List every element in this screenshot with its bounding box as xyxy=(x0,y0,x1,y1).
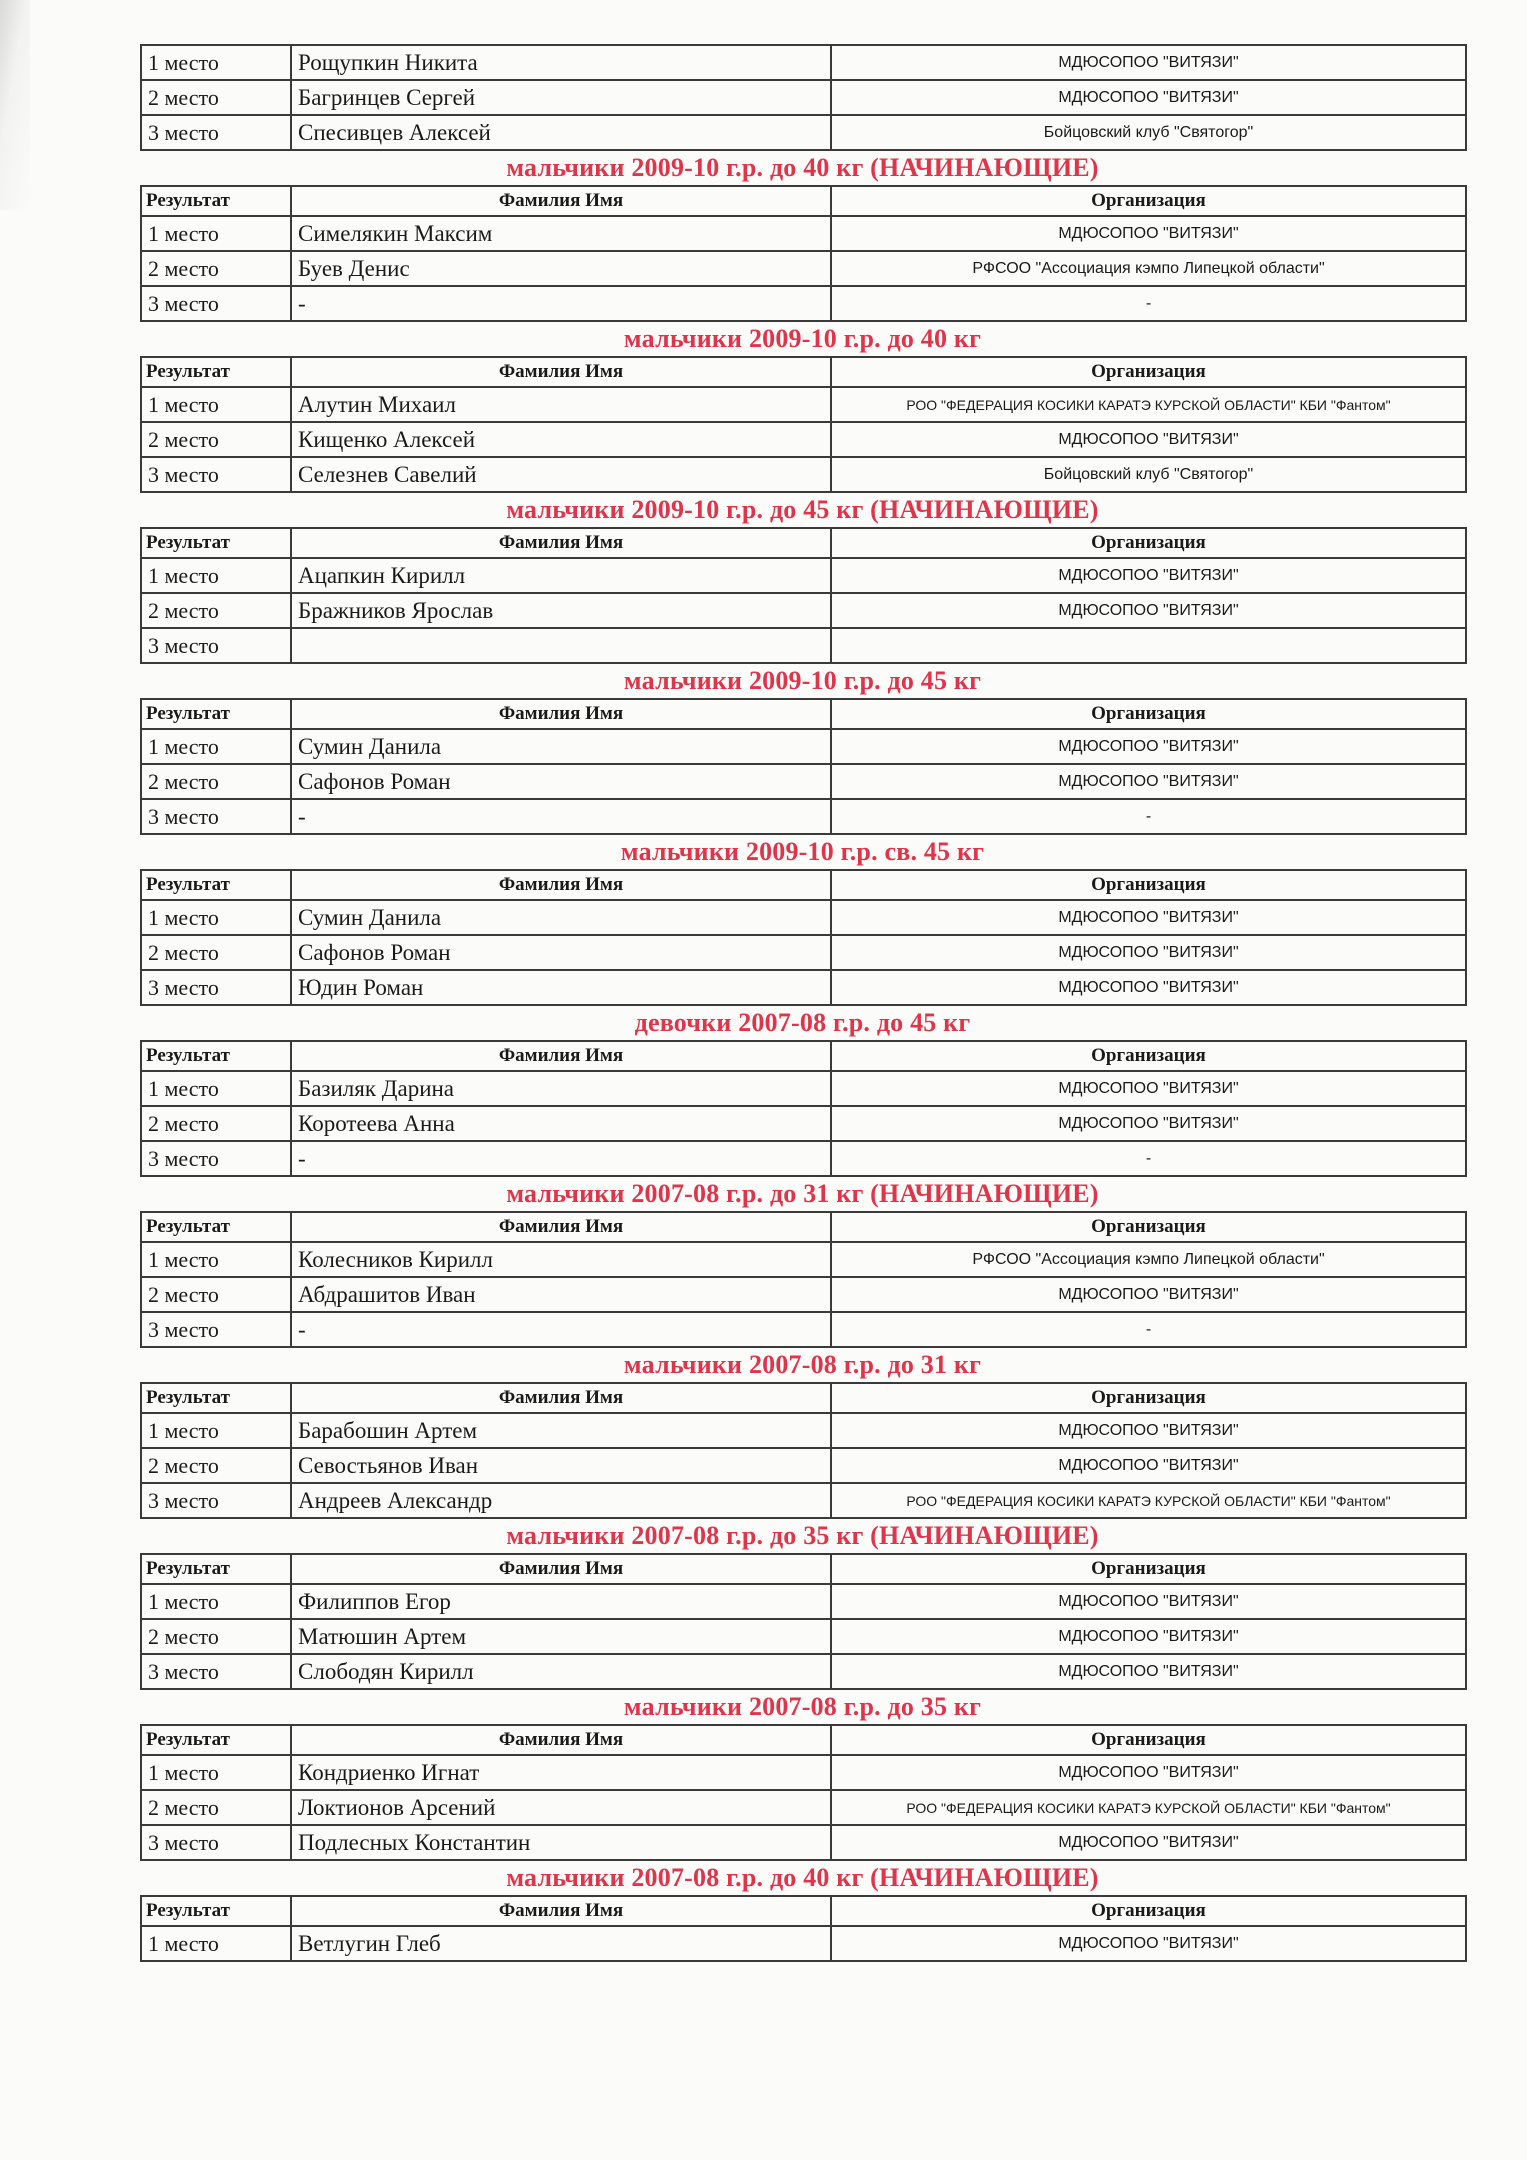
place-cell: 1 место xyxy=(141,1413,291,1448)
category-title: мальчики 2009-10 г.р. до 45 кг xyxy=(623,666,982,695)
results-table xyxy=(140,1382,1467,1519)
column-header-name: Фамилия Имя xyxy=(291,699,831,729)
column-header-result: Результат xyxy=(141,1041,291,1071)
column-header-organization: Организация xyxy=(831,528,1466,558)
place-cell: 2 место xyxy=(141,1448,291,1483)
category-title: мальчики 2007-08 г.р. до 40 кг (НАЧИНАЮЩИЕ) xyxy=(506,1863,1099,1892)
athlete-name-cell: Филиппов Егор xyxy=(291,1584,831,1619)
athlete-name-cell: - xyxy=(291,1141,831,1176)
table-row xyxy=(141,1277,1466,1312)
place-cell: 1 место xyxy=(141,1071,291,1106)
column-header-result: Результат xyxy=(141,1725,291,1755)
results-table xyxy=(140,527,1467,664)
organization-cell: МДЮСОПОО "ВИТЯЗИ" xyxy=(831,593,1466,628)
category-title: мальчики 2007-08 г.р. до 31 кг xyxy=(623,1350,982,1379)
table-row xyxy=(141,1926,1466,1961)
place-cell: 2 место xyxy=(141,1106,291,1141)
athlete-name-cell: - xyxy=(291,799,831,834)
table-row xyxy=(141,1619,1466,1654)
place-cell: 1 место xyxy=(141,1926,291,1961)
column-header-name: Фамилия Имя xyxy=(291,528,831,558)
table-row xyxy=(141,1141,1466,1176)
athlete-name-cell: Подлесных Константин xyxy=(291,1825,831,1860)
place-cell: 3 место xyxy=(141,1483,291,1518)
organization-cell: РОО "ФЕДЕРАЦИЯ КОСИКИ КАРАТЭ КУРСКОЙ ОБЛАСТИ" КБИ "Фантом" xyxy=(831,1483,1466,1518)
place-cell: 1 место xyxy=(141,558,291,593)
place-cell: 2 место xyxy=(141,1619,291,1654)
place-cell: 3 место xyxy=(141,457,291,492)
column-header-result: Результат xyxy=(141,357,291,387)
results-table xyxy=(140,1895,1467,1962)
column-header-result: Результат xyxy=(141,699,291,729)
place-cell: 3 место xyxy=(141,286,291,321)
athlete-name-cell: Кондриенко Игнат xyxy=(291,1755,831,1790)
column-header-result: Результат xyxy=(141,1212,291,1242)
column-header-organization: Организация xyxy=(831,1725,1466,1755)
place-cell: 3 место xyxy=(141,1141,291,1176)
results-document xyxy=(140,44,1465,1962)
athlete-name-cell: - xyxy=(291,1312,831,1347)
organization-cell: РОО "ФЕДЕРАЦИЯ КОСИКИ КАРАТЭ КУРСКОЙ ОБЛАСТИ" КБИ "Фантом" xyxy=(831,1790,1466,1825)
place-cell: 2 место xyxy=(141,80,291,115)
table-row xyxy=(141,80,1466,115)
category-title: мальчики 2009-10 г.р. до 40 кг xyxy=(623,324,982,353)
place-cell: 1 место xyxy=(141,900,291,935)
athlete-name-cell: Коротеева Анна xyxy=(291,1106,831,1141)
place-cell: 3 место xyxy=(141,1312,291,1347)
column-header-organization: Организация xyxy=(831,357,1466,387)
table-row xyxy=(141,1825,1466,1860)
place-cell: 3 место xyxy=(141,1654,291,1689)
organization-cell: МДЮСОПОО "ВИТЯЗИ" xyxy=(831,1619,1466,1654)
place-cell: 3 место xyxy=(141,799,291,834)
table-row xyxy=(141,1448,1466,1483)
table-row xyxy=(141,970,1466,1005)
table-row xyxy=(141,286,1466,321)
organization-cell: - xyxy=(831,286,1466,321)
organization-cell: МДЮСОПОО "ВИТЯЗИ" xyxy=(831,764,1466,799)
organization-cell: МДЮСОПОО "ВИТЯЗИ" xyxy=(831,422,1466,457)
category-title: мальчики 2009-10 г.р. до 40 кг (НАЧИНАЮЩИЕ) xyxy=(506,153,1099,182)
table-header-row xyxy=(141,1383,1466,1413)
place-cell: 1 место xyxy=(141,216,291,251)
organization-cell: МДЮСОПОО "ВИТЯЗИ" xyxy=(831,900,1466,935)
table-header-row xyxy=(141,699,1466,729)
athlete-name-cell: Матюшин Артем xyxy=(291,1619,831,1654)
athlete-name-cell: Сумин Данила xyxy=(291,729,831,764)
organization-cell: МДЮСОПОО "ВИТЯЗИ" xyxy=(831,80,1466,115)
column-header-name: Фамилия Имя xyxy=(291,1041,831,1071)
place-cell: 2 место xyxy=(141,593,291,628)
athlete-name-cell: Бражников Ярослав xyxy=(291,593,831,628)
organization-cell: МДЮСОПОО "ВИТЯЗИ" xyxy=(831,558,1466,593)
category-title: мальчики 2007-08 г.р. до 35 кг xyxy=(623,1692,982,1721)
table-row xyxy=(141,799,1466,834)
table-row xyxy=(141,45,1466,80)
organization-cell: МДЮСОПОО "ВИТЯЗИ" xyxy=(831,1071,1466,1106)
organization-cell: - xyxy=(831,1312,1466,1347)
place-cell: 3 место xyxy=(141,970,291,1005)
athlete-name-cell: Юдин Роман xyxy=(291,970,831,1005)
category-title: мальчики 2009-10 г.р. св. 45 кг xyxy=(620,837,985,866)
column-header-result: Результат xyxy=(141,870,291,900)
column-header-result: Результат xyxy=(141,186,291,216)
table-header-row xyxy=(141,1896,1466,1926)
place-cell: 1 место xyxy=(141,1584,291,1619)
athlete-name-cell: Сафонов Роман xyxy=(291,935,831,970)
column-header-result: Результат xyxy=(141,1383,291,1413)
athlete-name-cell: Сумин Данила xyxy=(291,900,831,935)
table-row xyxy=(141,558,1466,593)
athlete-name-cell: Рощупкин Никита xyxy=(291,45,831,80)
organization-cell: Бойцовский клуб "Святогор" xyxy=(831,115,1466,150)
category-title: девочки 2007-08 г.р. до 45 кг xyxy=(634,1008,971,1037)
table-row xyxy=(141,115,1466,150)
place-cell: 1 место xyxy=(141,387,291,422)
results-table xyxy=(140,1724,1467,1861)
column-header-organization: Организация xyxy=(831,186,1466,216)
organization-cell: МДЮСОПОО "ВИТЯЗИ" xyxy=(831,1413,1466,1448)
results-table xyxy=(140,185,1467,322)
organization-cell: - xyxy=(831,799,1466,834)
organization-cell: МДЮСОПОО "ВИТЯЗИ" xyxy=(831,1654,1466,1689)
place-cell: 2 место xyxy=(141,764,291,799)
column-header-result: Результат xyxy=(141,1554,291,1584)
category-title: мальчики 2009-10 г.р. до 45 кг (НАЧИНАЮЩИЕ) xyxy=(506,495,1099,524)
table-row xyxy=(141,1312,1466,1347)
table-row xyxy=(141,1654,1466,1689)
table-row xyxy=(141,422,1466,457)
table-header-row xyxy=(141,870,1466,900)
athlete-name-cell: Буев Денис xyxy=(291,251,831,286)
table-row xyxy=(141,729,1466,764)
results-table xyxy=(140,1211,1467,1348)
athlete-name-cell: - xyxy=(291,286,831,321)
results-table-continued xyxy=(140,44,1467,151)
organization-cell xyxy=(831,628,1466,663)
table-row xyxy=(141,1483,1466,1518)
table-header-row xyxy=(141,528,1466,558)
organization-cell: МДЮСОПОО "ВИТЯЗИ" xyxy=(831,935,1466,970)
results-sections xyxy=(140,151,1465,1962)
column-header-name: Фамилия Имя xyxy=(291,1383,831,1413)
results-table xyxy=(140,869,1467,1006)
column-header-organization: Организация xyxy=(831,1383,1466,1413)
column-header-organization: Организация xyxy=(831,1212,1466,1242)
athlete-name-cell: Спесивцев Алексей xyxy=(291,115,831,150)
place-cell: 3 место xyxy=(141,628,291,663)
table-header-row xyxy=(141,1725,1466,1755)
athlete-name-cell: Базиляк Дарина xyxy=(291,1071,831,1106)
column-header-organization: Организация xyxy=(831,1041,1466,1071)
column-header-organization: Организация xyxy=(831,699,1466,729)
table-row xyxy=(141,1242,1466,1277)
athlete-name-cell: Селезнев Савелий xyxy=(291,457,831,492)
column-header-name: Фамилия Имя xyxy=(291,1554,831,1584)
column-header-name: Фамилия Имя xyxy=(291,1212,831,1242)
place-cell: 2 место xyxy=(141,422,291,457)
organization-cell: Бойцовский клуб "Святогор" xyxy=(831,457,1466,492)
table-row xyxy=(141,628,1466,663)
column-header-organization: Организация xyxy=(831,1896,1466,1926)
results-table xyxy=(140,1040,1467,1177)
table-row xyxy=(141,457,1466,492)
place-cell: 3 место xyxy=(141,1825,291,1860)
athlete-name-cell: Слободян Кирилл xyxy=(291,1654,831,1689)
athlete-name-cell: Багринцев Сергей xyxy=(291,80,831,115)
column-header-name: Фамилия Имя xyxy=(291,1725,831,1755)
organization-cell: МДЮСОПОО "ВИТЯЗИ" xyxy=(831,216,1466,251)
organization-cell: РФСОО "Ассоциация кэмпо Липецкой области" xyxy=(831,251,1466,286)
table-row xyxy=(141,251,1466,286)
organization-cell: МДЮСОПОО "ВИТЯЗИ" xyxy=(831,1584,1466,1619)
place-cell: 1 место xyxy=(141,729,291,764)
table-header-row xyxy=(141,357,1466,387)
category-title: мальчики 2007-08 г.р. до 35 кг (НАЧИНАЮЩИЕ) xyxy=(506,1521,1099,1550)
table-row xyxy=(141,1790,1466,1825)
column-header-name: Фамилия Имя xyxy=(291,1896,831,1926)
athlete-name-cell: Барабошин Артем xyxy=(291,1413,831,1448)
organization-cell: МДЮСОПОО "ВИТЯЗИ" xyxy=(831,729,1466,764)
organization-cell: РОО "ФЕДЕРАЦИЯ КОСИКИ КАРАТЭ КУРСКОЙ ОБЛАСТИ" КБИ "Фантом" xyxy=(831,387,1466,422)
place-cell: 2 место xyxy=(141,1277,291,1312)
athlete-name-cell: Колесников Кирилл xyxy=(291,1242,831,1277)
table-row xyxy=(141,900,1466,935)
table-row xyxy=(141,1071,1466,1106)
column-header-name: Фамилия Имя xyxy=(291,870,831,900)
place-cell: 1 место xyxy=(141,1242,291,1277)
organization-cell: МДЮСОПОО "ВИТЯЗИ" xyxy=(831,1277,1466,1312)
athlete-name-cell: Симелякин Максим xyxy=(291,216,831,251)
organization-cell: МДЮСОПОО "ВИТЯЗИ" xyxy=(831,1448,1466,1483)
column-header-organization: Организация xyxy=(831,870,1466,900)
organization-cell: МДЮСОПОО "ВИТЯЗИ" xyxy=(831,45,1466,80)
organization-cell: МДЮСОПОО "ВИТЯЗИ" xyxy=(831,1106,1466,1141)
table-row xyxy=(141,216,1466,251)
table-row xyxy=(141,1584,1466,1619)
results-table xyxy=(140,356,1467,493)
column-header-result: Результат xyxy=(141,528,291,558)
table-header-row xyxy=(141,186,1466,216)
athlete-name-cell: Локтионов Арсений xyxy=(291,1790,831,1825)
athlete-name-cell: Ветлугин Глеб xyxy=(291,1926,831,1961)
athlete-name-cell xyxy=(291,628,831,663)
athlete-name-cell: Алутин Михаил xyxy=(291,387,831,422)
athlete-name-cell: Абдрашитов Иван xyxy=(291,1277,831,1312)
place-cell: 2 место xyxy=(141,935,291,970)
column-header-name: Фамилия Имя xyxy=(291,357,831,387)
athlete-name-cell: Севостьянов Иван xyxy=(291,1448,831,1483)
organization-cell: МДЮСОПОО "ВИТЯЗИ" xyxy=(831,1825,1466,1860)
organization-cell: МДЮСОПОО "ВИТЯЗИ" xyxy=(831,1755,1466,1790)
place-cell: 2 место xyxy=(141,1790,291,1825)
table-header-row xyxy=(141,1212,1466,1242)
results-table xyxy=(140,1553,1467,1690)
organization-cell: РФСОО "Ассоциация кэмпо Липецкой области" xyxy=(831,1242,1466,1277)
organization-cell: МДЮСОПОО "ВИТЯЗИ" xyxy=(831,1926,1466,1961)
organization-cell: МДЮСОПОО "ВИТЯЗИ" xyxy=(831,970,1466,1005)
category-title: мальчики 2007-08 г.р. до 31 кг (НАЧИНАЮЩИЕ) xyxy=(506,1179,1099,1208)
table-row xyxy=(141,593,1466,628)
results-table xyxy=(140,698,1467,835)
column-header-result: Результат xyxy=(141,1896,291,1926)
place-cell: 1 место xyxy=(141,1755,291,1790)
column-header-organization: Организация xyxy=(831,1554,1466,1584)
athlete-name-cell: Андреев Александр xyxy=(291,1483,831,1518)
table-header-row xyxy=(141,1041,1466,1071)
table-row xyxy=(141,1755,1466,1790)
table-header-row xyxy=(141,1554,1466,1584)
table-row xyxy=(141,387,1466,422)
table-row xyxy=(141,1413,1466,1448)
athlete-name-cell: Ацапкин Кирилл xyxy=(291,558,831,593)
place-cell: 1 место xyxy=(141,45,291,80)
organization-cell: - xyxy=(831,1141,1466,1176)
athlete-name-cell: Кищенко Алексей xyxy=(291,422,831,457)
column-header-name: Фамилия Имя xyxy=(291,186,831,216)
place-cell: 2 место xyxy=(141,251,291,286)
place-cell: 3 место xyxy=(141,115,291,150)
page-corner-shadow xyxy=(0,0,30,210)
table-row xyxy=(141,1106,1466,1141)
table-row xyxy=(141,935,1466,970)
table-row xyxy=(141,764,1466,799)
athlete-name-cell: Сафонов Роман xyxy=(291,764,831,799)
